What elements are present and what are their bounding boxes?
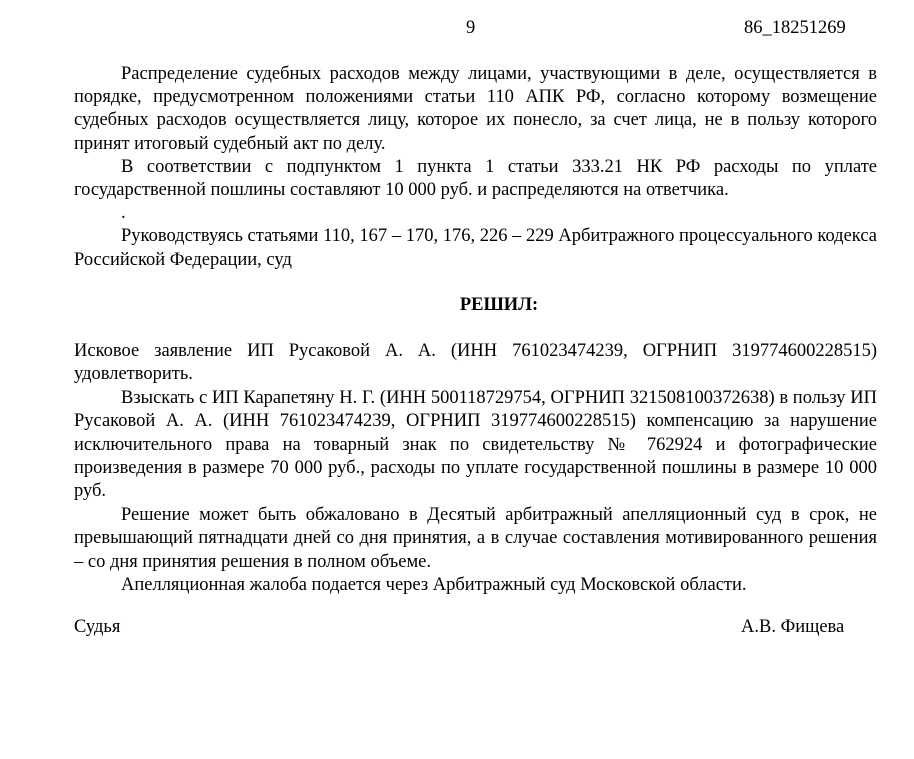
paragraph-appeal-term: Решение может быть обжаловано в Десятый арбитражный апелляционный суд в срок, не превышающий пятнадцати дней со дня принятия, а в случае составления мотивированного решения – со дня принятия решения в полном объеме. (74, 504, 877, 572)
paragraph-recover: Взыскать с ИП Карапетяну Н. Г. (ИНН 500118729754, ОГРНИП 321508100372638) в пользу ИП Русаковой А. А. (ИНН 761023474239, ОГРНИП 319774600228515) компенсацию за нарушение исключительного права на товарный знак по свидетельству № 762924 и фотографические произведения в размере 70 000 руб., расходы по уплате государственной пошлины в размере 10 000 руб. (74, 387, 877, 502)
document-number: 86_18251269 (744, 18, 846, 38)
decision-section (74, 340, 877, 597)
paragraph-state-duty: В соответствии с подпунктом 1 пункта 1 статьи 333.21 НК РФ расходы по уплате государственной пошлины составляют 10 000 руб. и распределяются на ответчика. (74, 156, 877, 201)
dot-line: . (121, 203, 126, 224)
page-number: 9 (466, 18, 476, 38)
paragraph-guided-by: Руководствуясь статьями 110, 167 – 170, 176, 226 – 229 Арбитражного процессуального кодекса Российской Федерации, суд (74, 226, 877, 270)
judge-label: Судья (74, 617, 121, 637)
judge-name: А.В. Фищева (741, 617, 845, 637)
reasoning-section (74, 63, 877, 272)
paragraph-court-costs: Распределение судебных расходов между лицами, участвующими в деле, осуществляется в порядке, предусмотренном положениями статьи 110 АПК РФ, согласно которому возмещение судебных расходов осуществляется лицу, которое их понесло, за счет лица, не в пользу которого принят итоговый судебный акт по делу. (74, 64, 877, 154)
paragraph-claim-satisfied: Исковое заявление ИП Русаковой А. А. (ИНН 761023474239, ОГРНИП 319774600228515) удовлетворить. (74, 341, 877, 385)
paragraph-appeal-filing: Апелляционная жалоба подается через Арбитражный суд Московской области. (121, 575, 747, 596)
decision-heading: РЕШИЛ: (459, 295, 539, 315)
